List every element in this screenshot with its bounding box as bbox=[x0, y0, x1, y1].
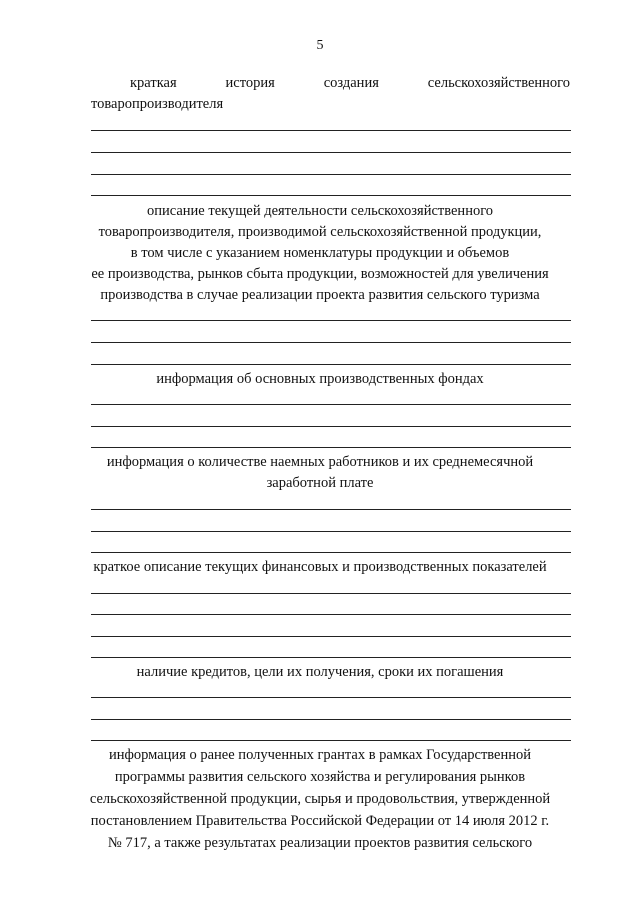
fill-line bbox=[91, 719, 571, 720]
section7-line: программы развития сельского хозяйства и регулирования рынков bbox=[114, 769, 526, 785]
fill-line bbox=[91, 447, 571, 448]
fill-line bbox=[91, 130, 571, 131]
section7-line: информация о ранее полученных грантах в рамках Государственной bbox=[108, 747, 532, 763]
fill-line bbox=[91, 404, 571, 405]
fill-line bbox=[91, 364, 571, 365]
fill-line bbox=[91, 152, 571, 153]
section7-line: постановлением Правительства Российской Федерации от 14 июля 2012 г. bbox=[90, 813, 550, 829]
fill-line bbox=[91, 509, 571, 510]
section5-line: краткое описание текущих финансовых и производственных показателей bbox=[93, 559, 547, 575]
section1-word: история bbox=[225, 75, 275, 91]
section2-line: товаропроизводителя, производимой сельскохозяйственной продукции, bbox=[98, 224, 542, 240]
section4-line: заработной плате bbox=[266, 475, 374, 491]
fill-line bbox=[91, 593, 571, 594]
fill-line bbox=[91, 614, 571, 615]
fill-line bbox=[91, 195, 571, 196]
section2-line: в том числе с указанием номенклатуры продукции и объемов bbox=[130, 245, 510, 261]
section1-line1 bbox=[130, 75, 570, 92]
fill-line bbox=[91, 531, 571, 532]
section7-line: № 717, а также результатах реализации проектов развития сельского bbox=[107, 835, 533, 851]
section1-word: краткая bbox=[130, 75, 177, 91]
fill-line bbox=[91, 657, 571, 658]
section2-line: описание текущей деятельности сельскохозяйственного bbox=[146, 203, 494, 219]
section2-line: ее производства, рынков сбыта продукции, возможностей для увеличения bbox=[91, 266, 549, 282]
section7-line: сельскохозяйственной продукции, сырья и продовольствия, утвержденной bbox=[89, 791, 551, 807]
section1-word: создания bbox=[323, 75, 379, 91]
page-number: 5 bbox=[316, 38, 324, 53]
section4-line: информация о количестве наемных работников и их среднемесячной bbox=[106, 454, 534, 470]
section1-line2: товаропроизводителя bbox=[91, 96, 224, 112]
fill-line bbox=[91, 636, 571, 637]
fill-line bbox=[91, 342, 571, 343]
fill-line bbox=[91, 320, 571, 321]
fill-line bbox=[91, 697, 571, 698]
section2-line: производства в случае реализации проекта развития сельского туризма bbox=[100, 287, 540, 303]
section3-line: информация об основных производственных фондах bbox=[156, 371, 484, 387]
section1-word: сельскохозяйственного bbox=[427, 75, 570, 91]
fill-line bbox=[91, 740, 571, 741]
fill-line bbox=[91, 426, 571, 427]
fill-line bbox=[91, 552, 571, 553]
section6-line: наличие кредитов, цели их получения, сроки их погашения bbox=[136, 664, 504, 680]
fill-line bbox=[91, 174, 571, 175]
